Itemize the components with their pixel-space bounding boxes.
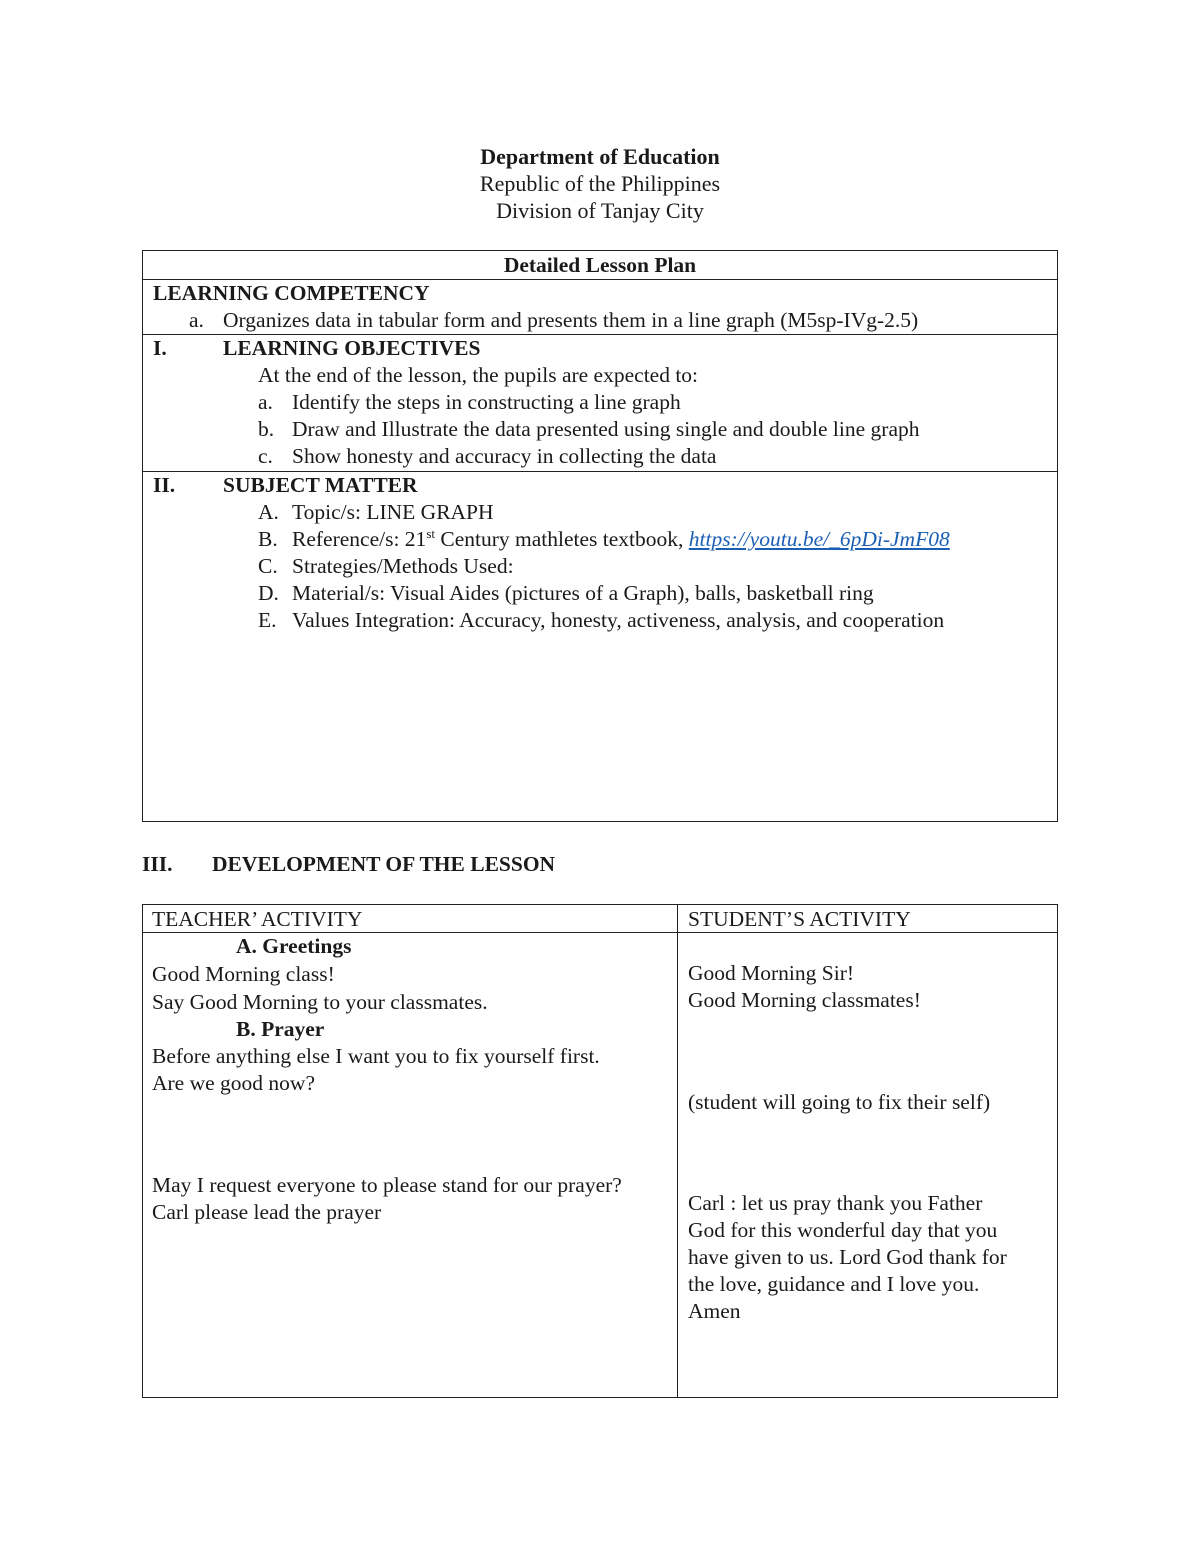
student-line: have given to us. Lord God thank for	[688, 1245, 1007, 1269]
subject-text: Values Integration: Accuracy, honesty, activeness, analysis, and cooperation	[292, 608, 945, 632]
teacher-line: May I request everyone to please stand for our prayer?	[152, 1173, 622, 1197]
subject-item	[143, 499, 1057, 526]
reference-text-cont: Century mathletes textbook,	[434, 527, 689, 551]
department-title: Department of Education	[480, 144, 720, 169]
teacher-line: Good Morning class!	[152, 962, 335, 986]
student-line: Good Morning classmates!	[688, 988, 921, 1012]
objectives-heading-row	[143, 335, 1057, 362]
ordinal-superscript: st	[426, 525, 435, 541]
subject-item-reference	[143, 526, 1057, 553]
document-header	[0, 143, 1200, 224]
objective-item	[143, 416, 1057, 443]
subject-text: Topic/s: LINE GRAPH	[292, 500, 494, 524]
student-column-header: STUDENT’S ACTIVITY	[688, 907, 911, 931]
teacher-line: Before anything else I want you to fix yourself first.	[152, 1044, 600, 1068]
lesson-plan-table	[142, 250, 1058, 822]
subject-item	[143, 607, 1057, 634]
student-line: the love, guidance and I love you.	[688, 1272, 980, 1296]
objective-text: Show honesty and accuracy in collecting the data	[292, 444, 717, 468]
subject-letter: C.	[258, 554, 278, 578]
prayer-heading: B. Prayer	[236, 1017, 325, 1041]
competency-heading: LEARNING COMPETENCY	[153, 281, 430, 305]
lesson-plan-title-row	[143, 251, 1057, 280]
column-divider	[677, 905, 678, 1397]
objective-item	[143, 389, 1057, 416]
objectives-roman: I.	[153, 336, 167, 360]
competency-item	[143, 307, 1057, 334]
subject-item	[143, 580, 1057, 607]
objective-text: Identify the steps in constructing a line graph	[292, 390, 681, 414]
teacher-column-header: TEACHER’ ACTIVITY	[152, 907, 363, 931]
subject-letter: B.	[258, 527, 278, 551]
objective-letter: c.	[258, 444, 273, 468]
objective-item	[143, 443, 1057, 470]
subject-letter: D.	[258, 581, 279, 605]
teacher-line: Are we good now?	[152, 1071, 315, 1095]
student-line: Carl : let us pray thank you Father	[688, 1191, 983, 1215]
youtube-link[interactable]: https://youtu.be/_6pDi-JmF08	[688, 527, 950, 551]
competency-letter: a.	[189, 308, 204, 332]
objective-letter: b.	[258, 417, 275, 441]
competency-section	[143, 280, 1057, 335]
student-line: God for this wonderful day that you	[688, 1218, 998, 1242]
development-title: DEVELOPMENT OF THE LESSON	[212, 852, 556, 876]
teacher-line: Carl please lead the prayer	[152, 1200, 382, 1224]
subject-text: Strategies/Methods Used:	[292, 554, 514, 578]
division-line: Division of Tanjay City	[496, 198, 704, 223]
lesson-plan-title: Detailed Lesson Plan	[503, 253, 697, 277]
objective-text: Draw and Illustrate the data presented using single and double line graph	[292, 417, 920, 441]
objectives-heading: LEARNING OBJECTIVES	[223, 336, 481, 360]
competency-text: Organizes data in tabular form and presents them in a line graph (M5sp-IVg-2.5)	[223, 308, 919, 332]
objective-letter: a.	[258, 390, 273, 414]
subject-roman: II.	[153, 473, 176, 497]
activity-table	[142, 904, 1058, 1398]
student-line: Amen	[688, 1299, 741, 1323]
objectives-intro: At the end of the lesson, the pupils are expected to:	[258, 363, 699, 387]
development-heading	[142, 851, 555, 878]
subject-letter: E.	[258, 608, 277, 632]
student-line: (student will going to fix their self)	[688, 1090, 991, 1114]
objectives-section	[143, 335, 1057, 472]
teacher-line: Say Good Morning to your classmates.	[152, 990, 488, 1014]
republic-line: Republic of the Philippines	[479, 171, 721, 196]
subject-letter: A.	[258, 500, 279, 524]
subject-item	[143, 553, 1057, 580]
student-line: Good Morning Sir!	[688, 961, 855, 985]
subject-heading: SUBJECT MATTER	[223, 473, 418, 497]
subject-heading-row	[143, 472, 1057, 499]
development-roman: III.	[142, 852, 173, 876]
greetings-heading: A. Greetings	[236, 934, 352, 958]
reference-text: Reference/s: 21	[292, 527, 427, 551]
subject-text: Material/s: Visual Aides (pictures of a Graph), balls, basketball ring	[292, 581, 874, 605]
subject-matter-section	[143, 472, 1057, 821]
